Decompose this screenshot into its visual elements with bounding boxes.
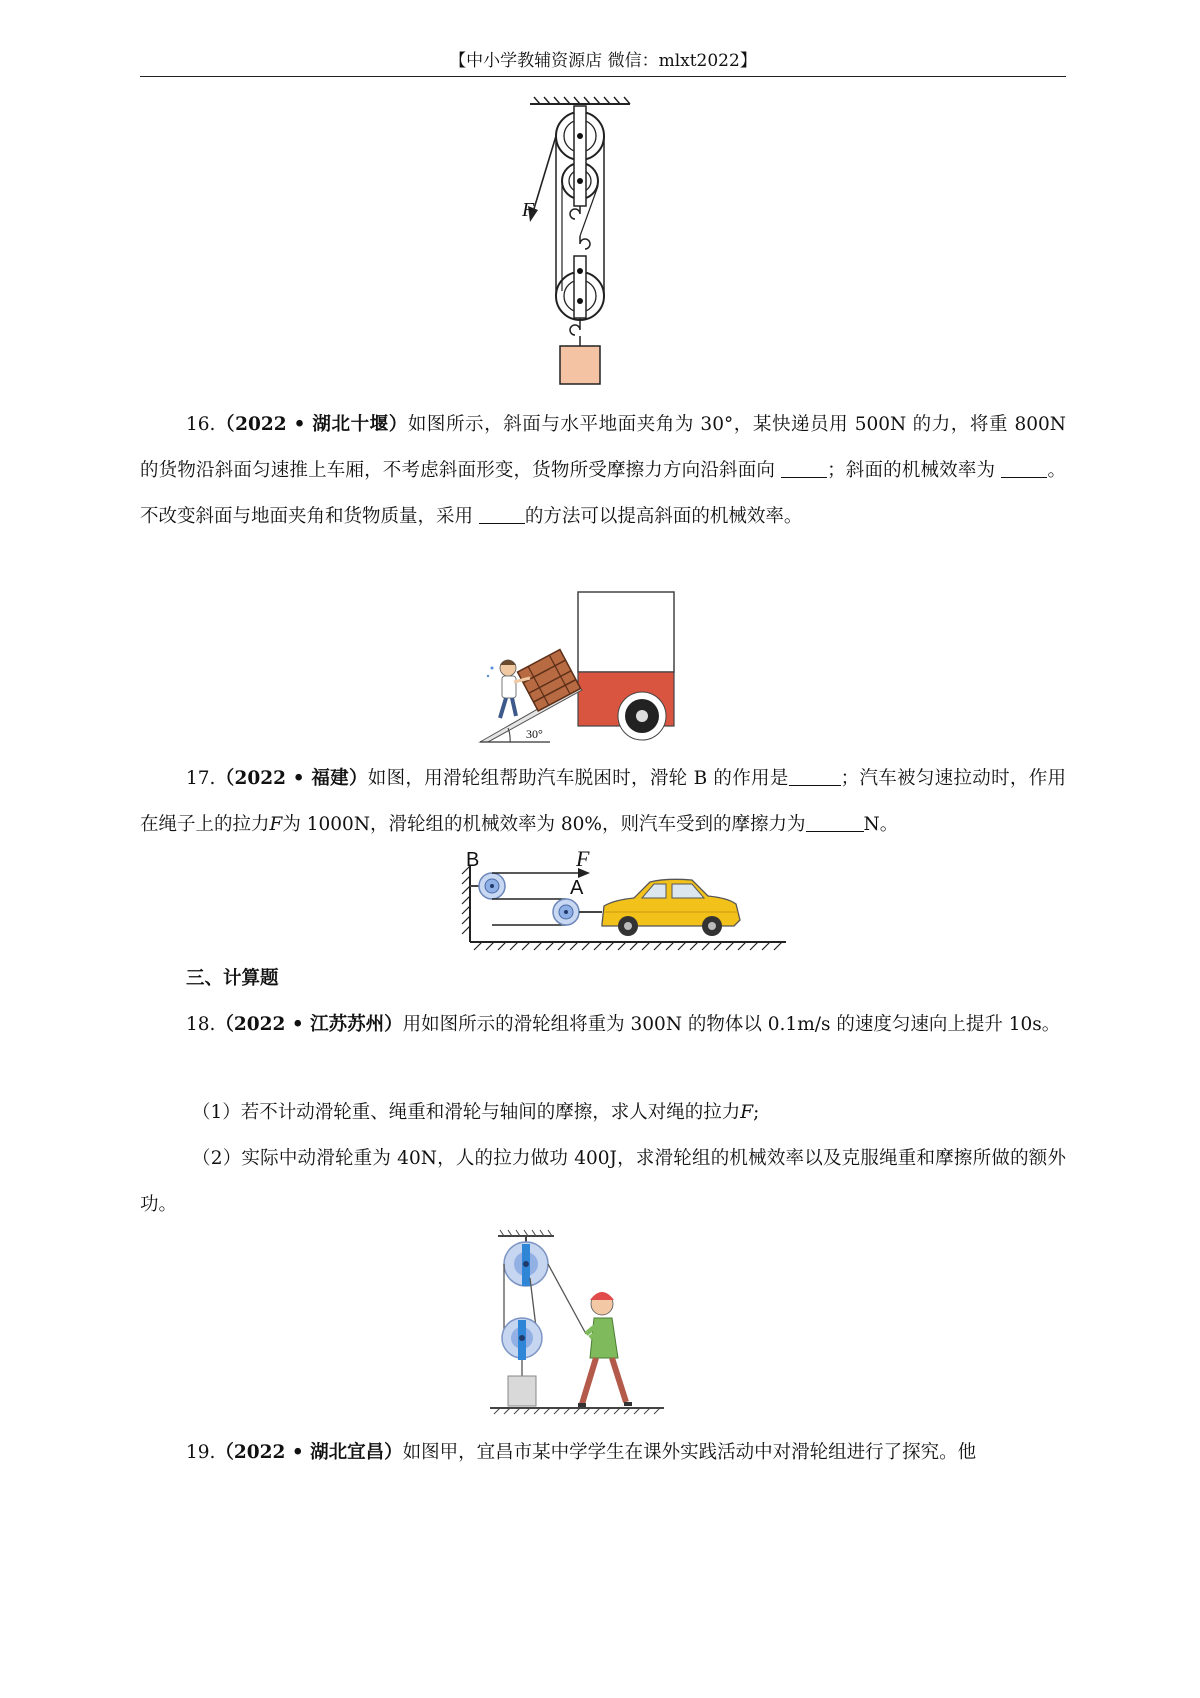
person-pulley-figure <box>482 1226 722 1426</box>
q16-blank-2[interactable] <box>1001 459 1047 478</box>
q16-text-1: 如图所示，斜面与水平地面夹角为 30°，某快递员用 500N 的力，将重 800N 的货物沿斜面匀速推上车厢，不考虑斜面形变，货物所受摩擦力方向沿斜面向 <box>140 414 1066 481</box>
q18-sub2-text: （2）实际中动滑轮重为 40N，人的拉力做功 400J，求滑轮组的机械效率以及克服绳重和摩擦所做的额外功。 <box>140 1148 1066 1215</box>
question-17 <box>140 756 1066 848</box>
q16-text-3: 。不改变斜面与地面夹角和货物质量，采用 <box>140 460 1066 527</box>
q16-source: （2022 • 湖北十堰） <box>215 414 408 435</box>
truck-ramp-figure <box>470 586 730 746</box>
question-18-part-2 <box>140 1136 1066 1228</box>
angle-label: 30° <box>526 727 543 741</box>
page-header: 【中小学教辅资源店 微信：mlxt2022】 <box>449 51 757 71</box>
q17-text-3: 为 1000N，滑轮组的机械效率为 80%，则汽车受到的摩擦力为 <box>282 814 806 835</box>
q18-source: （2022 • 江苏苏州） <box>215 1014 403 1035</box>
q19-number: 19. <box>186 1442 216 1463</box>
q19-source: （2022 • 湖北宜昌） <box>215 1442 403 1463</box>
section-title-calculation: 三、计算题 <box>186 968 279 989</box>
q17-source: （2022 • 福建） <box>215 768 368 789</box>
q17-text-2: ；汽车被匀速拉动时，作用在绳子上的拉力 <box>140 768 1066 835</box>
q18-sub1-end: ; <box>753 1102 760 1123</box>
q18-sub1-symbol: F <box>740 1102 754 1123</box>
q17-text-4: N。 <box>863 814 899 835</box>
force-label: F <box>522 199 535 221</box>
header-rule <box>140 76 1066 77</box>
q16-blank-1[interactable] <box>781 459 827 478</box>
q19-text: 如图甲，宜昌市某中学学生在课外实践活动中对滑轮组进行了探究。他 <box>402 1442 977 1463</box>
car-pulley-figure <box>452 846 794 954</box>
question-18 <box>140 1002 1066 1048</box>
q17-text-1: 如图，用滑轮组帮助汽车脱困时，滑轮 B 的作用是 <box>367 768 789 789</box>
q17-blank-2[interactable] <box>806 813 864 832</box>
label-b: B <box>466 849 480 871</box>
label-a: A <box>570 877 584 899</box>
q16-text-4: 的方法可以提高斜面的机械效率。 <box>524 506 803 527</box>
pulley-block-figure <box>520 96 690 396</box>
question-18-part-1 <box>140 1090 1066 1136</box>
q17-force-symbol: F <box>269 814 283 835</box>
q16-blank-3[interactable] <box>479 505 525 524</box>
q16-number: 16. <box>186 414 216 435</box>
q17-number: 17. <box>186 768 216 789</box>
question-16 <box>140 402 1066 540</box>
force-label-f: F <box>576 846 590 871</box>
q16-text-2: ；斜面的机械效率为 <box>827 460 996 481</box>
q18-number: 18. <box>186 1014 216 1035</box>
q18-sub1-text: （1）若不计动滑轮重、绳重和滑轮与轴间的摩擦，求人对绳的拉力 <box>192 1102 741 1123</box>
q17-blank-1[interactable] <box>789 767 841 786</box>
q18-text: 用如图所示的滑轮组将重为 300N 的物体以 0.1m/s 的速度匀速向上提升 10s。 <box>402 1014 1061 1035</box>
question-19 <box>140 1430 1066 1476</box>
